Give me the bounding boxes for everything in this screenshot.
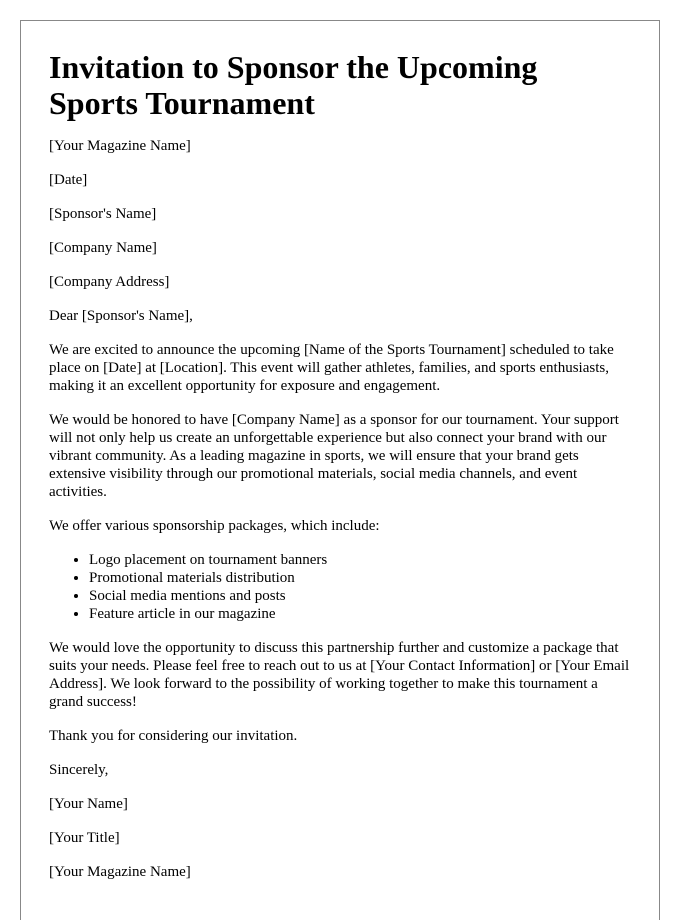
list-item: • Logo placement on tournament banners [89,551,631,569]
letter-title: Invitation to Sponsor the Upcoming Sports Tournament [49,49,538,121]
letter-date: [Date] [49,172,88,188]
packages-list [49,551,631,623]
body-paragraph-1: We are excited to announce the upcoming [Name of the Sports Tournament] scheduled to take place on [Date] at [Location]. This event will gather athletes, families, and sports enthusiasts, making it an excellent opportunity for exposure and engagement. [49,342,614,394]
company-name: [Company Name] [49,240,157,256]
sponsor-name: [Sponsor's Name] [49,206,157,222]
list-item: • Social media mentions and posts [89,587,631,605]
packages-intro: We offer various sponsorship packages, which include: [49,518,380,534]
letter-page [20,20,660,920]
closing: Sincerely, [49,762,109,778]
company-address: [Company Address] [49,274,170,290]
body-paragraph-3: We would love the opportunity to discuss this partnership further and customize a package that suits your needs. Please feel free to reach out to us at [Your Contact Information] or [Your Email Address]. We look forward to the possibility of working together to make this tournament a grand success! [49,640,630,710]
signer-title: [Your Title] [49,830,120,846]
thanks-line: Thank you for considering our invitation. [49,728,298,744]
list-item: • Promotional materials distribution [89,569,631,587]
salutation: Dear [Sponsor's Name], [49,308,193,324]
signer-magazine: [Your Magazine Name] [49,864,191,880]
body-paragraph-2: We would be honored to have [Company Name] as a sponsor for our tournament. Your support will not only help us create an unforgettable experience but also connect your brand with our vibrant community. As a leading magazine in sports, we will ensure that your brand gets extensive visibility through our promotional materials, social media channels, and event activities. [49,412,619,500]
signer-name: [Your Name] [49,796,128,812]
magazine-name: [Your Magazine Name] [49,138,191,154]
list-item: • Feature article in our magazine [89,605,631,623]
